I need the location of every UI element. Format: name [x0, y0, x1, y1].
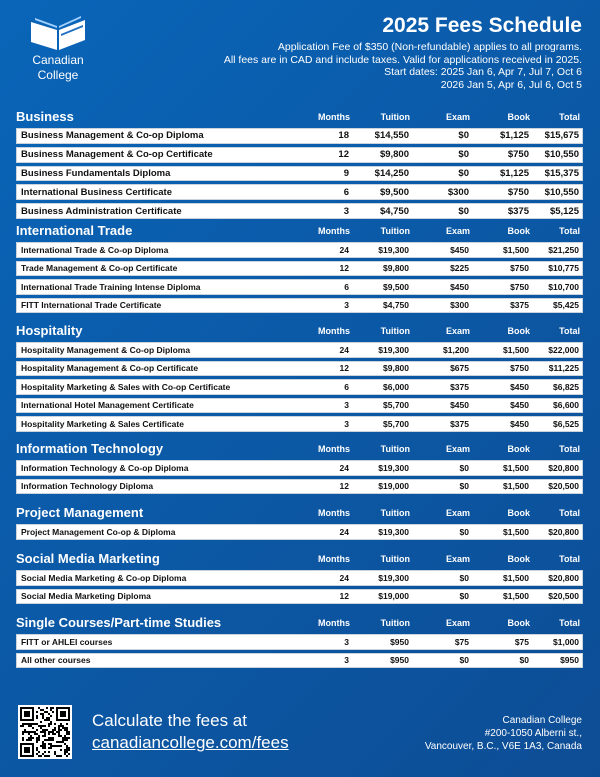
total-value: $10,700	[548, 281, 579, 292]
exam-value: $450	[450, 244, 469, 255]
logo-text-line2: College	[37, 68, 79, 82]
tuition-value: $19,000	[378, 481, 409, 492]
address-line-1: Canadian College	[502, 715, 582, 726]
months-value: 24	[339, 462, 349, 473]
months-value: 6	[343, 186, 349, 198]
section-international-trade	[16, 222, 583, 316]
application-fee-note: Application Fee of $350 (Non-refundable) applies to all programs.	[277, 41, 582, 53]
table-row	[16, 524, 583, 540]
col-exam: Exam	[445, 617, 470, 628]
total-value: $20,500	[548, 591, 579, 602]
table-row	[16, 166, 583, 182]
exam-value: $300	[450, 300, 469, 311]
col-months: Months	[318, 325, 350, 336]
months-value: 3	[344, 636, 349, 647]
currency-note: All fees are in CAD and include taxes. Valid for applications received in 2025.	[223, 53, 582, 66]
exam-value: $0	[459, 655, 469, 666]
book-value: $750	[510, 263, 529, 274]
col-months: Months	[318, 617, 350, 628]
qr-code-icon[interactable]	[18, 705, 72, 759]
table-row	[16, 398, 583, 414]
program-name: FITT International Trade Certificate	[21, 300, 162, 311]
section-business	[16, 108, 583, 222]
book-value: $750	[510, 363, 529, 374]
table-row	[16, 589, 583, 605]
section-header	[16, 440, 583, 457]
table-row	[16, 261, 583, 277]
page-title: 2025 Fees Schedule	[382, 14, 582, 37]
table-row	[16, 298, 583, 314]
section-single-courses-part-time-studies	[16, 614, 583, 671]
col-book: Book	[507, 507, 530, 518]
total-value: $10,775	[548, 263, 579, 274]
program-name: All other courses	[21, 655, 91, 666]
book-value: $450	[510, 381, 529, 392]
program-name: Information Technology Diploma	[21, 481, 154, 492]
exam-value: $0	[459, 591, 469, 602]
page-header	[0, 0, 600, 100]
col-months: Months	[318, 225, 350, 236]
tuition-value: $9,500	[383, 281, 409, 292]
exam-value: $0	[458, 149, 469, 161]
section-social-media-marketing	[16, 550, 583, 607]
tuition-value: $5,700	[383, 400, 409, 411]
section-title: Business	[16, 109, 74, 124]
fees-calculator-callout	[92, 710, 289, 754]
program-name: International Hotel Management Certificate	[21, 400, 194, 411]
col-total: Total	[559, 507, 580, 518]
total-value: $10,550	[544, 186, 579, 198]
table-row	[16, 361, 583, 377]
table-row	[16, 279, 583, 295]
book-value: $750	[510, 281, 529, 292]
program-name: International Trade & Co-op Diploma	[21, 244, 169, 255]
table-row	[16, 242, 583, 258]
col-total: Total	[559, 111, 580, 122]
table-row	[16, 203, 583, 219]
tuition-value: $19,300	[378, 244, 409, 255]
exam-value: $225	[450, 263, 469, 274]
total-value: $5,425	[553, 300, 579, 311]
book-value: $75	[514, 636, 529, 647]
table-row	[16, 460, 583, 476]
months-value: 3	[344, 418, 349, 429]
months-value: 3	[344, 300, 349, 311]
col-exam: Exam	[445, 325, 470, 336]
program-name: FITT or AHLEI courses	[21, 636, 113, 647]
title-block	[224, 14, 582, 91]
tuition-value: $5,700	[383, 418, 409, 429]
total-value: $11,225	[548, 363, 579, 374]
section-hospitality	[16, 322, 583, 435]
months-value: 12	[339, 363, 349, 374]
section-header	[16, 222, 583, 239]
section-title: Hospitality	[16, 323, 83, 338]
total-value: $6,600	[553, 400, 579, 411]
col-exam: Exam	[445, 507, 470, 518]
book-value: $1,125	[499, 167, 529, 179]
section-header	[16, 108, 583, 125]
total-value: $20,500	[548, 481, 579, 492]
tuition-value: $4,750	[379, 205, 409, 217]
total-value: $20,800	[548, 526, 579, 537]
col-book: Book	[507, 553, 530, 564]
total-value: $5,125	[549, 205, 579, 217]
col-tuition: Tuition	[380, 553, 410, 564]
book-value: $450	[510, 400, 529, 411]
calc-line: Calculate the fees at	[92, 711, 247, 730]
col-months: Months	[318, 111, 350, 122]
total-value: $22,000	[548, 344, 579, 355]
months-value: 12	[339, 481, 349, 492]
months-value: 3	[343, 205, 349, 217]
exam-value: $75	[454, 636, 469, 647]
exam-value: $0	[459, 572, 469, 583]
tuition-value: $9,500	[379, 186, 409, 198]
total-value: $6,525	[553, 418, 579, 429]
page-footer	[0, 700, 600, 777]
college-logo	[18, 12, 98, 82]
total-value: $6,825	[553, 381, 579, 392]
col-book: Book	[507, 617, 530, 628]
table-row	[16, 653, 583, 669]
table-row	[16, 570, 583, 586]
section-title: Social Media Marketing	[16, 551, 160, 566]
book-logo-icon	[27, 12, 89, 52]
address-line-3: Vancouver, B.C., V6E 1A3, Canada	[424, 741, 582, 752]
tuition-value: $950	[390, 636, 409, 647]
col-total: Total	[559, 325, 580, 336]
program-name: Social Media Marketing Diploma	[21, 591, 151, 602]
months-value: 24	[339, 344, 349, 355]
college-address	[425, 714, 582, 753]
program-name: Hospitality Management & Co-op Certificate	[21, 363, 199, 374]
exam-value: $1,200	[443, 344, 469, 355]
table-row	[16, 416, 583, 432]
exam-value: $450	[450, 400, 469, 411]
book-value: $450	[510, 418, 529, 429]
tuition-value: $4,750	[383, 300, 409, 311]
col-tuition: Tuition	[380, 111, 410, 122]
book-value: $1,500	[503, 244, 529, 255]
col-months: Months	[318, 553, 350, 564]
table-row	[16, 479, 583, 495]
program-name: International Business Certificate	[21, 186, 172, 198]
program-name: Business Administration Certificate	[21, 205, 182, 217]
book-value: $1,500	[503, 481, 529, 492]
total-value: $15,675	[544, 130, 579, 142]
total-value: $1,000	[553, 636, 579, 647]
section-title: Single Courses/Part-time Studies	[16, 615, 222, 630]
col-tuition: Tuition	[380, 225, 410, 236]
book-value: $750	[507, 186, 529, 198]
months-value: 24	[339, 572, 349, 583]
col-total: Total	[559, 553, 580, 564]
col-total: Total	[559, 617, 580, 628]
tuition-value: $9,800	[383, 263, 409, 274]
months-value: 12	[339, 263, 349, 274]
total-value: $950	[560, 655, 579, 666]
program-name: Trade Management & Co-op Certificate	[21, 263, 178, 274]
col-tuition: Tuition	[380, 617, 410, 628]
table-row	[16, 379, 583, 395]
months-value: 6	[344, 281, 349, 292]
fees-link[interactable]: canadiancollege.com/fees	[92, 733, 289, 752]
book-value: $1,500	[503, 344, 529, 355]
section-title: International Trade	[16, 223, 133, 238]
program-name: Hospitality Marketing & Sales Certificate	[21, 418, 184, 429]
start-dates-2025: Start dates: 2025 Jan 6, Apr 7, Jul 7, Oct 6	[384, 66, 582, 78]
months-value: 24	[339, 244, 349, 255]
book-value: $1,500	[503, 591, 529, 602]
exam-value: $0	[459, 462, 469, 473]
logo-text-line1: Canadian	[32, 53, 84, 67]
tuition-value: $9,800	[383, 363, 409, 374]
address-line-2: #200-1050 Alberni st.,	[484, 728, 582, 739]
tuition-value: $19,300	[378, 344, 409, 355]
book-value: $0	[519, 655, 529, 666]
exam-value: $375	[450, 381, 469, 392]
exam-value: $300	[447, 186, 469, 198]
section-information-technology	[16, 440, 583, 497]
col-exam: Exam	[445, 553, 470, 564]
col-book: Book	[507, 111, 530, 122]
col-exam: Exam	[445, 225, 470, 236]
tuition-value: $6,000	[383, 381, 409, 392]
col-total: Total	[559, 225, 580, 236]
section-header	[16, 550, 583, 567]
program-name: Hospitality Marketing & Sales with Co-op Certificate	[21, 381, 231, 392]
col-months: Months	[318, 443, 350, 454]
col-total: Total	[559, 443, 580, 454]
tuition-value: $19,300	[378, 572, 409, 583]
total-value: $20,800	[548, 572, 579, 583]
exam-value: $0	[458, 167, 469, 179]
col-tuition: Tuition	[380, 443, 410, 454]
book-value: $375	[507, 205, 529, 217]
months-value: 24	[339, 526, 349, 537]
section-title: Project Management	[16, 505, 144, 520]
months-value: 9	[343, 167, 349, 179]
table-row	[16, 147, 583, 163]
program-name: Business Management & Co-op Diploma	[21, 130, 204, 142]
program-name: Business Fundamentals Diploma	[21, 167, 171, 179]
col-months: Months	[318, 507, 350, 518]
tuition-value: $14,250	[374, 167, 409, 179]
tuition-value: $19,300	[378, 526, 409, 537]
exam-value: $0	[459, 481, 469, 492]
start-dates-2026: 2026 Jan 5, Apr 6, Jul 6, Oct 5	[440, 78, 582, 91]
months-value: 3	[344, 400, 349, 411]
section-header	[16, 614, 583, 631]
total-value: $20,800	[548, 462, 579, 473]
book-value: $1,500	[503, 526, 529, 537]
months-value: 18	[338, 130, 349, 142]
months-value: 3	[344, 655, 349, 666]
total-value: $21,250	[548, 244, 579, 255]
col-tuition: Tuition	[380, 325, 410, 336]
total-value: $15,375	[544, 167, 579, 179]
book-value: $750	[507, 149, 529, 161]
exam-value: $0	[458, 205, 469, 217]
section-project-management	[16, 504, 583, 543]
tuition-value: $9,800	[379, 149, 409, 161]
exam-value: $675	[450, 363, 469, 374]
table-row	[16, 128, 583, 144]
program-name: Hospitality Management & Co-op Diploma	[21, 344, 191, 355]
col-exam: Exam	[445, 111, 470, 122]
months-value: 12	[338, 149, 349, 161]
exam-value: $0	[458, 130, 469, 142]
program-name: Information Technology & Co-op Diploma	[21, 462, 189, 473]
program-name: Business Management & Co-op Certificate	[21, 149, 213, 161]
book-value: $1,500	[503, 462, 529, 473]
total-value: $10,550	[544, 149, 579, 161]
col-book: Book	[507, 225, 530, 236]
book-value: $1,500	[503, 572, 529, 583]
table-row	[16, 342, 583, 358]
section-header	[16, 504, 583, 521]
exam-value: $0	[459, 526, 469, 537]
exam-value: $450	[450, 281, 469, 292]
table-row	[16, 634, 583, 650]
table-row	[16, 184, 583, 200]
book-value: $375	[510, 300, 529, 311]
months-value: 6	[344, 381, 349, 392]
section-header	[16, 322, 583, 339]
tuition-value: $950	[390, 655, 409, 666]
exam-value: $375	[450, 418, 469, 429]
program-name: Social Media Marketing & Co-op Diploma	[21, 572, 187, 583]
tuition-value: $19,300	[378, 462, 409, 473]
book-value: $1,125	[499, 130, 529, 142]
section-title: Information Technology	[16, 441, 164, 456]
months-value: 12	[339, 591, 349, 602]
program-name: International Trade Training Intense Diploma	[21, 281, 201, 292]
col-book: Book	[507, 443, 530, 454]
tuition-value: $19,000	[378, 591, 409, 602]
program-name: Project Management Co-op & Diploma	[21, 526, 176, 537]
tuition-value: $14,550	[374, 130, 409, 142]
col-exam: Exam	[445, 443, 470, 454]
col-tuition: Tuition	[380, 507, 410, 518]
col-book: Book	[507, 325, 530, 336]
